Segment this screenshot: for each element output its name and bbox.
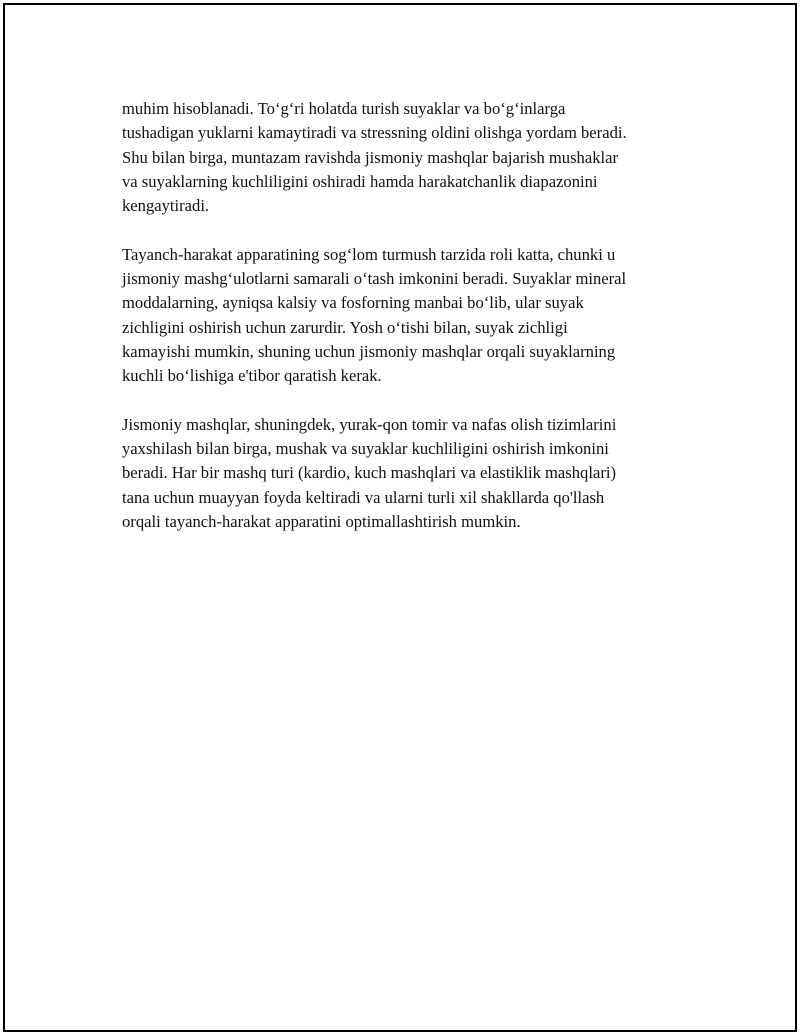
text-line: muhim hisoblanadi. To‘g‘ri holatda turish suyaklar va bo‘g‘inlarga	[122, 99, 566, 118]
text-line: Tayanch-harakat apparatining sog‘lom turmush tarzida roli katta, chunki u	[122, 244, 616, 264]
text-line: Shu bilan birga, muntazam ravishda jismoniy mashqlar bajarish mushaklar	[122, 147, 619, 167]
paragraph-3	[122, 413, 682, 534]
text-line: Jismoniy mashqlar, shuningdek, yurak-qon tomir va nafas olish tizimlarini	[122, 414, 617, 434]
text-line: va suyaklarning kuchliligini oshiradi hamda harakatchanlik diapazonini	[122, 171, 598, 191]
text-line: kuchli bo‘lishiga e'tibor qaratish kerak.	[122, 366, 382, 386]
text-line: tushadigan yuklarni kamaytiradi va stressning oldini olishga yordam beradi.	[122, 123, 627, 143]
paragraph-1	[122, 97, 682, 218]
text-line: moddalarning, ayniqsa kalsiy va fosforning manbai bo‘lib, ular suyak	[122, 293, 584, 313]
text-line: zichligini oshirish uchun zarurdir. Yosh o‘tishi bilan, suyak zichligi	[122, 317, 568, 337]
page	[3, 3, 797, 1032]
text-line: jismoniy mashg‘ulotlarni samarali o‘tash imkonini beradi. Suyaklar mineral	[122, 269, 627, 289]
text-line: kengaytiradi.	[122, 196, 210, 216]
text-line: tana uchun muayyan foyda keltiradi va ularni turli xil shakllarda qo'llash	[122, 487, 605, 507]
text-line: kamayishi mumkin, shuning uchun jismoniy mashqlar orqali suyaklarning	[122, 341, 616, 361]
document-body	[122, 97, 682, 559]
text-line: orqali tayanch-harakat apparatini optimallashtirish mumkin.	[122, 512, 521, 532]
text-line: yaxshilash bilan birga, mushak va suyaklar kuchliligini oshirish imkonini	[122, 439, 609, 459]
paragraph-2	[122, 243, 682, 389]
text-line: beradi. Har bir mashq turi (kardio, kuch mashqlari va elastiklik mashqlari)	[122, 463, 616, 483]
